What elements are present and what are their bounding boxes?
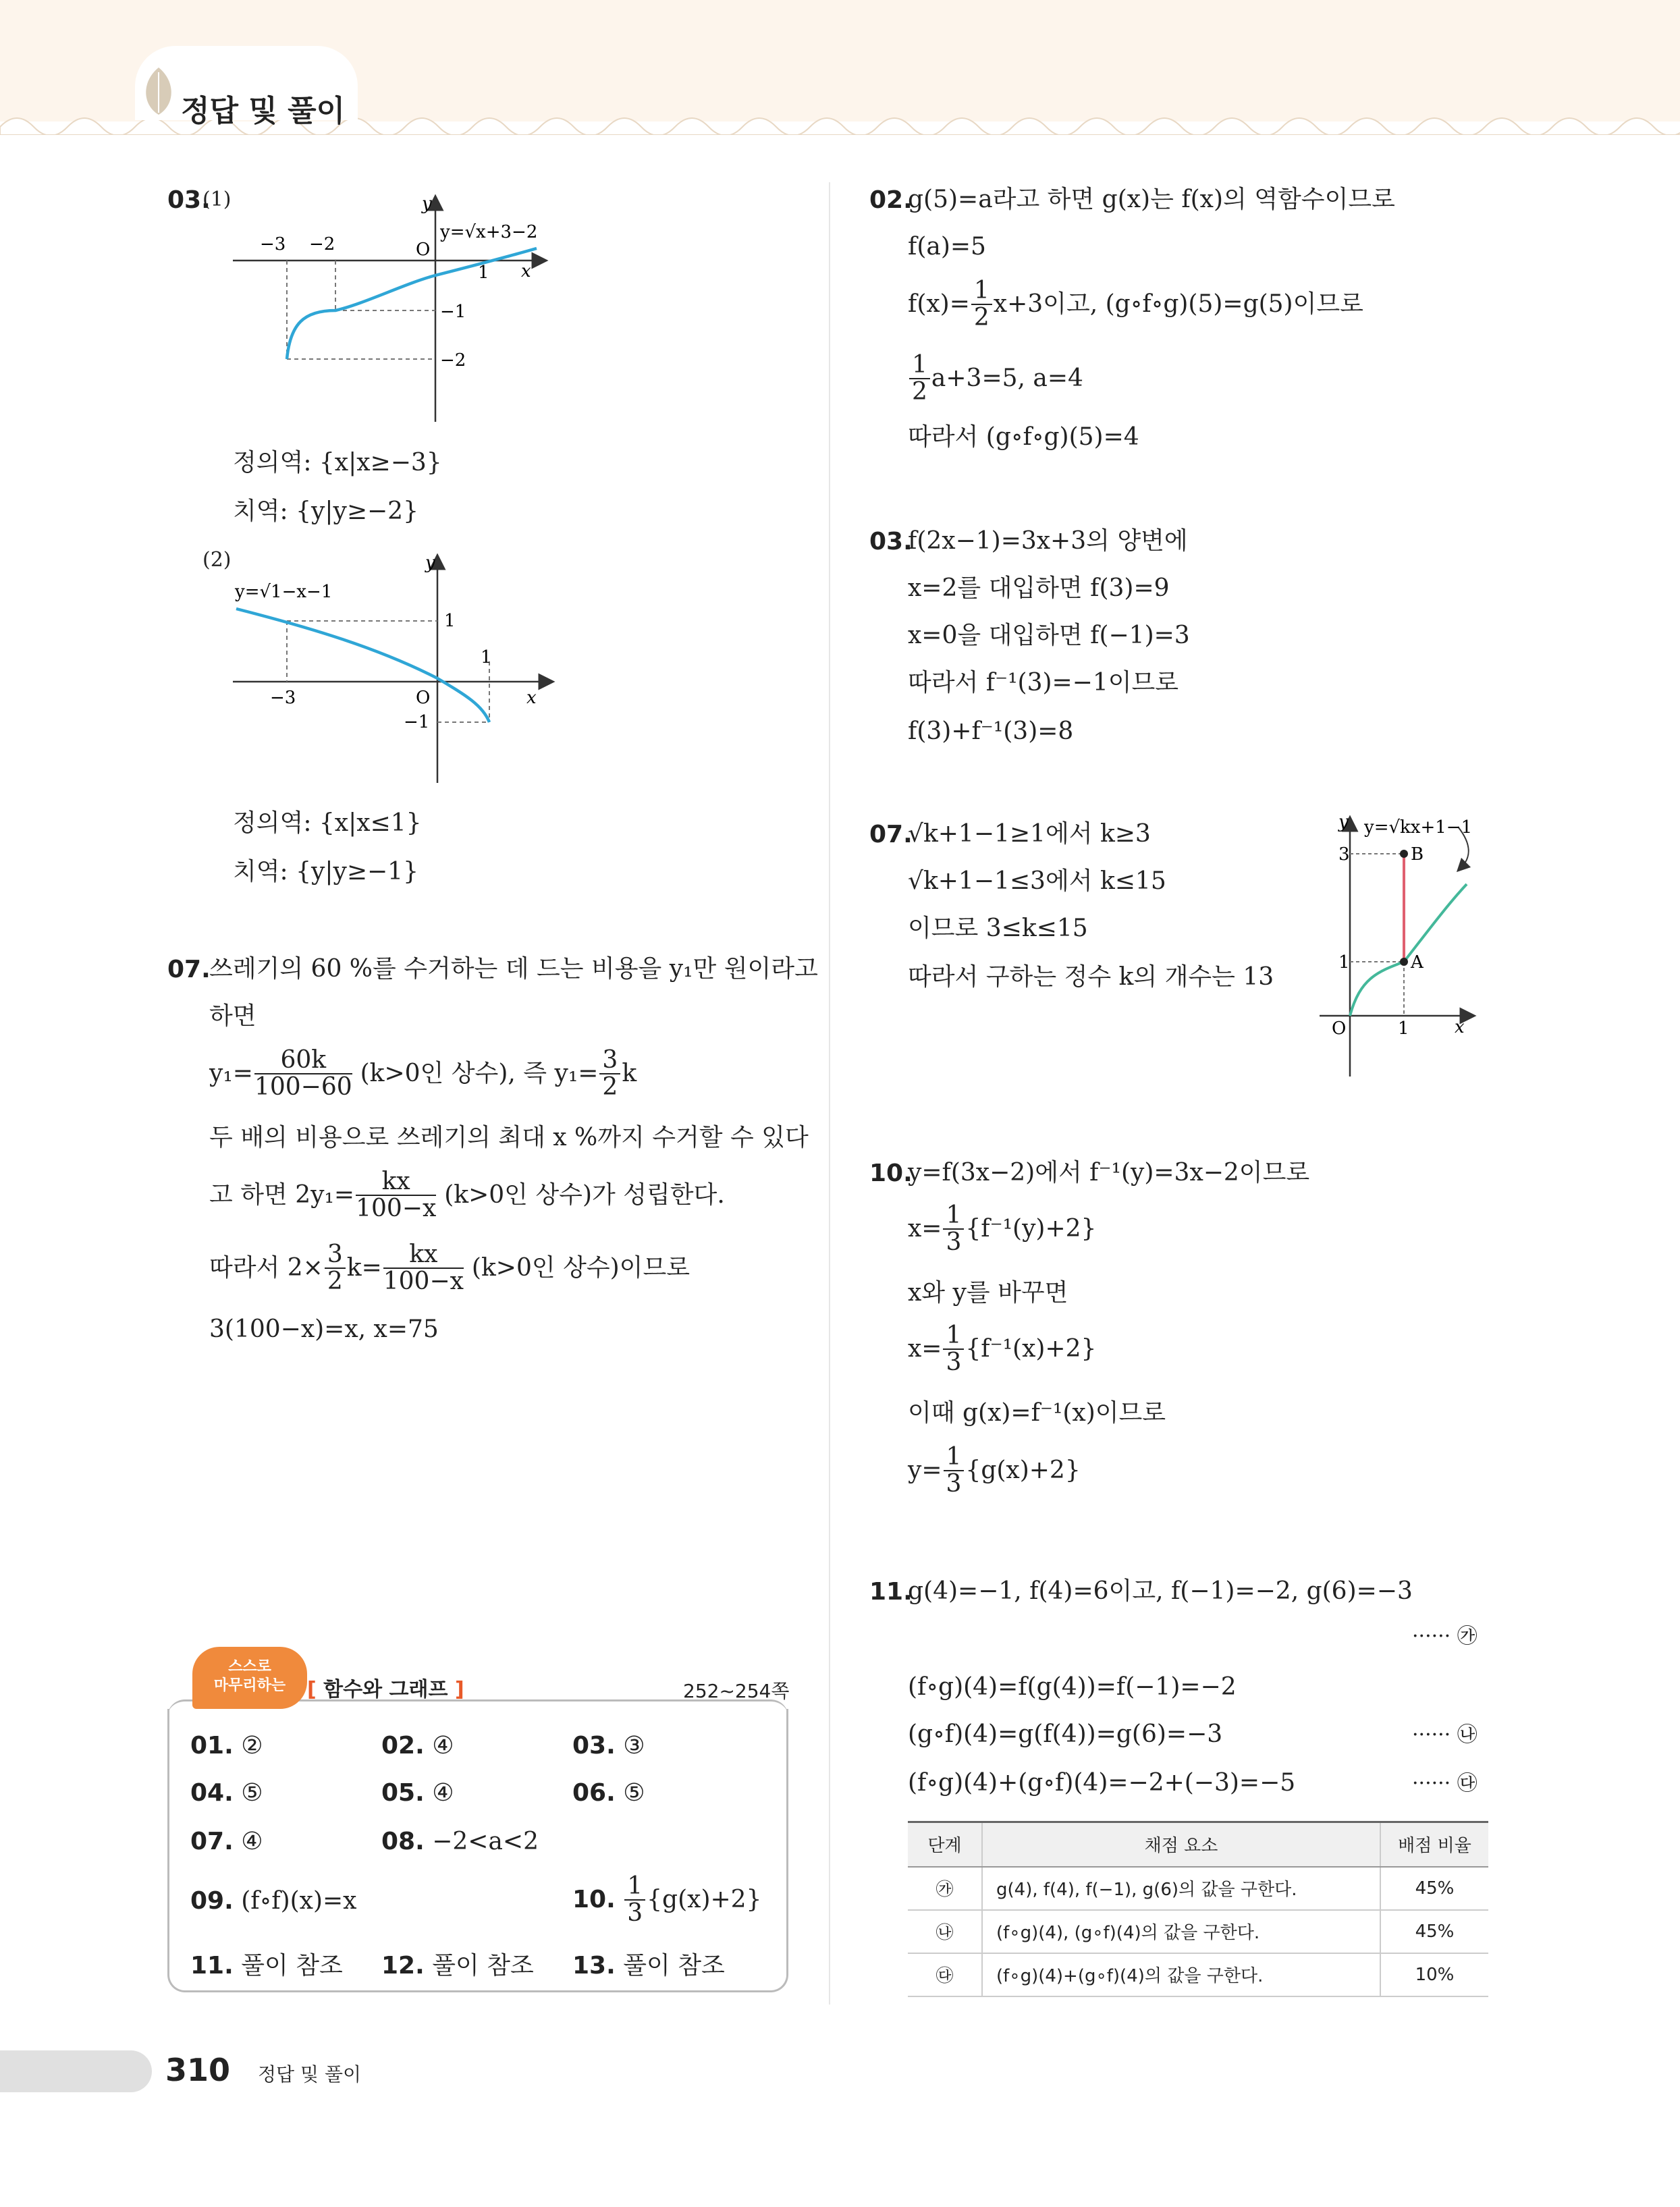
tick-label: −2 bbox=[440, 350, 466, 371]
solution-equation bbox=[209, 1169, 725, 1222]
answer-item bbox=[190, 1887, 356, 1915]
solution-equation bbox=[908, 1444, 1081, 1497]
page-number-bar bbox=[0, 2050, 152, 2092]
fraction bbox=[325, 1242, 346, 1295]
page-section: 정답 및 풀이 bbox=[258, 2063, 362, 2086]
answer-item bbox=[381, 1732, 454, 1760]
answer-item bbox=[381, 1779, 454, 1807]
problem-number: 07. bbox=[869, 821, 913, 848]
eq-text: x= bbox=[908, 1214, 942, 1243]
solution-line: f(a)=5 bbox=[908, 233, 986, 261]
origin-label: O bbox=[416, 240, 431, 260]
numerator: 3 bbox=[325, 1242, 346, 1269]
solution-equation bbox=[908, 352, 1083, 405]
solution-line: 이때 g(x)=f⁻¹(x)이므로 bbox=[908, 1399, 1166, 1427]
tick-label: −3 bbox=[270, 688, 296, 708]
fraction bbox=[383, 1242, 464, 1295]
table-row bbox=[908, 1953, 1488, 1996]
summary-badge bbox=[192, 1647, 307, 1709]
table-cell: 10% bbox=[1380, 1953, 1488, 1996]
answer-number: 06. bbox=[572, 1779, 616, 1807]
answer-value: ④ bbox=[241, 1828, 263, 1855]
answer-number: 10. bbox=[572, 1886, 616, 1914]
tick-label: 3 bbox=[1338, 844, 1350, 865]
answer-number: 03. bbox=[572, 1732, 616, 1760]
table-cell: ㉯ bbox=[908, 1910, 982, 1953]
tick-label: −2 bbox=[309, 234, 335, 254]
solution-equation bbox=[908, 1323, 1096, 1375]
eq-text: (k>0인 상수)가 성립한다. bbox=[444, 1180, 725, 1209]
answer-value: ② bbox=[241, 1732, 263, 1760]
eq-text: {f⁻¹(x)+2} bbox=[965, 1334, 1097, 1363]
numerator: 1 bbox=[624, 1874, 645, 1901]
curve-equation: y=√kx+1−1 bbox=[1364, 817, 1473, 838]
bracket: [ bbox=[307, 1678, 317, 1701]
answer-value: 풀이 참조 bbox=[432, 1952, 534, 1980]
numerator: 1 bbox=[944, 1444, 965, 1471]
tick-label: 1 bbox=[478, 263, 489, 283]
solution-equation bbox=[209, 1047, 636, 1100]
solution-equation bbox=[908, 1203, 1096, 1255]
answer-number: 02. bbox=[381, 1732, 425, 1760]
answer-item bbox=[572, 1732, 645, 1760]
answer-item bbox=[572, 1874, 761, 1926]
answer-value: {g(x)+2} bbox=[647, 1886, 762, 1914]
table-header-row bbox=[908, 1822, 1488, 1867]
denominator: 3 bbox=[946, 1469, 962, 1498]
eq-text: {g(x)+2} bbox=[965, 1456, 1081, 1484]
solution-line: (g∘f)(4)=g(f(4))=g(6)=−3 bbox=[908, 1720, 1223, 1748]
domain-text: 정의역: {x|x≥−3} bbox=[233, 449, 442, 476]
answer-number: 11. bbox=[190, 1952, 234, 1980]
table-header: 배점 비율 bbox=[1380, 1822, 1488, 1867]
answer-value: 풀이 참조 bbox=[623, 1952, 725, 1980]
eq-text: k= bbox=[346, 1253, 382, 1282]
problem-number: 11. bbox=[869, 1578, 913, 1606]
numerator: 1 bbox=[943, 1203, 964, 1230]
eq-text: x+3이고, (g∘f∘g)(5)=g(5)이므로 bbox=[993, 290, 1363, 318]
badge-line: 스스로 bbox=[228, 1658, 271, 1675]
answer-item bbox=[572, 1779, 645, 1807]
answer-value: ⑤ bbox=[623, 1779, 645, 1807]
step-marker: ······ ㉰ bbox=[1412, 1772, 1478, 1795]
answer-value: ③ bbox=[623, 1732, 645, 1760]
table-header: 단계 bbox=[908, 1822, 982, 1867]
table-cell: (f∘g)(4), (g∘f)(4)의 값을 구한다. bbox=[982, 1910, 1380, 1953]
table-cell: g(4), f(4), f(−1), g(6)의 값을 구한다. bbox=[982, 1867, 1380, 1910]
answer-item bbox=[190, 1828, 263, 1855]
curve-equation: y=√1−x−1 bbox=[235, 582, 333, 602]
eq-text: f(x)= bbox=[908, 290, 970, 318]
eq-text: a+3=5, a=4 bbox=[931, 364, 1083, 392]
table-cell: ㉮ bbox=[908, 1867, 982, 1910]
table-cell: 45% bbox=[1380, 1910, 1488, 1953]
summary-pages: 252~254쪽 bbox=[683, 1680, 790, 1702]
problem-number: 10. bbox=[869, 1160, 913, 1187]
numerator: kx bbox=[383, 1242, 464, 1269]
answer-item bbox=[381, 1828, 539, 1855]
step-marker: ······ ㉮ bbox=[1412, 1625, 1478, 1648]
summary-title-text: 함수와 그래프 bbox=[316, 1678, 455, 1701]
numerator: 60k bbox=[254, 1047, 352, 1074]
range-text: 치역: {y|y≥−1} bbox=[233, 858, 418, 885]
denominator: 100−x bbox=[356, 1194, 437, 1222]
answer-value: ④ bbox=[432, 1732, 454, 1760]
tick-label: 1 bbox=[1398, 1018, 1409, 1039]
solution-line: √k+1−1≤3에서 k≤15 bbox=[908, 867, 1166, 895]
denominator: 100−60 bbox=[254, 1072, 352, 1101]
step-marker: ······ ㉯ bbox=[1412, 1723, 1478, 1747]
problem-number: 07. bbox=[167, 956, 211, 983]
eq-text: (k>0인 상수), 즉 y₁= bbox=[360, 1059, 599, 1087]
denominator: 3 bbox=[946, 1228, 962, 1256]
answer-value: ④ bbox=[432, 1779, 454, 1807]
problem-number: 03. bbox=[167, 186, 211, 214]
solution-line: g(4)=−1, f(4)=6이고, f(−1)=−2, g(6)=−3 bbox=[908, 1577, 1413, 1605]
graph-sqrt-x-plus-3 bbox=[229, 189, 567, 425]
answer-number: 08. bbox=[381, 1828, 425, 1855]
answer-number: 13. bbox=[572, 1952, 616, 1980]
answer-value: 풀이 참조 bbox=[241, 1952, 343, 1980]
solution-line: 따라서 구하는 정수 k의 개수는 13 bbox=[908, 963, 1274, 991]
origin-label: O bbox=[1332, 1018, 1347, 1039]
x-axis-label: x bbox=[526, 688, 537, 708]
solution-line: x=2를 대입하면 f(3)=9 bbox=[908, 574, 1170, 602]
fraction bbox=[254, 1047, 352, 1100]
summary-title bbox=[307, 1672, 464, 1702]
answer-item bbox=[381, 1946, 534, 1981]
eq-text: {f⁻¹(y)+2} bbox=[965, 1214, 1097, 1243]
page-number: 310 bbox=[165, 2052, 231, 2088]
table-row bbox=[908, 1910, 1488, 1953]
sub-label: (1) bbox=[202, 188, 232, 211]
problem-number: 02. bbox=[869, 186, 913, 214]
answer-value: ⑤ bbox=[241, 1779, 263, 1807]
fraction bbox=[599, 1047, 620, 1100]
point-label-b: B bbox=[1411, 844, 1424, 865]
numerator: 3 bbox=[599, 1047, 620, 1074]
solution-line: y=f(3x−2)에서 f⁻¹(y)=3x−2이므로 bbox=[908, 1159, 1310, 1187]
denominator: 3 bbox=[627, 1899, 643, 1927]
table-cell: (f∘g)(4)+(g∘f)(4)의 값을 구한다. bbox=[982, 1953, 1380, 1996]
solution-line: (f∘g)(4)=f(g(4))=f(−1)=−2 bbox=[908, 1673, 1237, 1701]
problem-number: 03. bbox=[869, 528, 913, 555]
domain-text: 정의역: {x|x≤1} bbox=[233, 809, 422, 837]
answer-number: 05. bbox=[381, 1779, 425, 1807]
eq-text: 따라서 2× bbox=[209, 1253, 323, 1282]
solution-line: f(2x−1)=3x+3의 양변에 bbox=[908, 527, 1188, 555]
x-axis-label: x bbox=[1455, 1017, 1465, 1037]
scoring-table bbox=[908, 1821, 1488, 1997]
answer-item bbox=[190, 1732, 263, 1760]
graph-sqrt-kx-plus-1 bbox=[1313, 810, 1495, 1080]
answer-number: 07. bbox=[190, 1828, 234, 1855]
curve-equation: y=√x+3−2 bbox=[440, 222, 538, 242]
denominator: 100−x bbox=[383, 1267, 464, 1295]
answer-item bbox=[190, 1946, 343, 1981]
denominator: 2 bbox=[602, 1072, 618, 1101]
answer-value: (f∘f)(x)=x bbox=[241, 1887, 357, 1915]
point-label-a: A bbox=[1411, 952, 1424, 973]
answer-number: 09. bbox=[190, 1887, 234, 1915]
solution-equation bbox=[209, 1242, 690, 1295]
solution-line: 쓰레기의 60 %를 수거하는 데 드는 비용을 y₁만 원이라고 bbox=[209, 955, 818, 983]
solution-equation bbox=[908, 278, 1363, 331]
answer-item bbox=[190, 1779, 263, 1807]
tick-label: −1 bbox=[440, 302, 466, 322]
numerator: kx bbox=[356, 1169, 436, 1196]
answer-number: 04. bbox=[190, 1779, 234, 1807]
tick-label: −3 bbox=[260, 234, 286, 254]
table-cell: ㉰ bbox=[908, 1953, 982, 1996]
fraction bbox=[943, 1323, 964, 1375]
leaf-icon bbox=[138, 64, 179, 118]
eq-text: x= bbox=[908, 1334, 942, 1363]
column-divider bbox=[829, 182, 830, 2005]
fraction bbox=[944, 1444, 965, 1497]
solution-line: √k+1−1≥1에서 k≥3 bbox=[908, 820, 1151, 848]
answer-number: 01. bbox=[190, 1732, 234, 1760]
solution-line: 두 배의 비용으로 쓰레기의 최대 x %까지 수거할 수 있다 bbox=[209, 1124, 809, 1151]
page-header-title: 정답 및 풀이 bbox=[181, 94, 346, 128]
solution-line: 따라서 f⁻¹(3)=−1이므로 bbox=[908, 669, 1179, 697]
numerator: 1 bbox=[971, 278, 992, 305]
fraction bbox=[943, 1203, 964, 1255]
solution-line: x=0을 대입하면 f(−1)=3 bbox=[908, 622, 1190, 649]
solution-line: 3(100−x)=x, x=75 bbox=[209, 1315, 439, 1343]
eq-text: y₁= bbox=[209, 1059, 253, 1087]
badge-line: 마무리하는 bbox=[213, 1677, 286, 1694]
y-axis-label: y bbox=[425, 553, 435, 573]
range-text: 치역: {y|y≥−2} bbox=[233, 497, 418, 525]
table-cell: 45% bbox=[1380, 1867, 1488, 1910]
y-axis-label: y bbox=[422, 194, 432, 214]
solution-line: 하면 bbox=[209, 1002, 256, 1030]
tick-label: −1 bbox=[404, 712, 430, 732]
solution-line: 이므로 3≤k≤15 bbox=[908, 915, 1088, 942]
tick-label: 1 bbox=[444, 611, 456, 631]
answer-value: −2<a<2 bbox=[432, 1828, 539, 1855]
denominator: 2 bbox=[973, 303, 990, 331]
solution-line: 따라서 (g∘f∘g)(5)=4 bbox=[908, 423, 1139, 451]
tick-label: 1 bbox=[1338, 952, 1350, 973]
tick-label: 1 bbox=[481, 647, 492, 667]
table-header: 채점 요소 bbox=[982, 1822, 1380, 1867]
solution-line: (f∘g)(4)+(g∘f)(4)=−2+(−3)=−5 bbox=[908, 1769, 1296, 1797]
solution-line: g(5)=a라고 하면 g(x)는 f(x)의 역함수이므로 bbox=[908, 186, 1395, 213]
fraction bbox=[356, 1169, 436, 1222]
eq-text: (k>0인 상수)이므로 bbox=[471, 1253, 690, 1282]
solution-line: x와 y를 바꾸면 bbox=[908, 1279, 1068, 1307]
denominator: 3 bbox=[946, 1348, 962, 1376]
eq-text: 고 하면 2y₁= bbox=[209, 1180, 355, 1209]
solution-line: f(3)+f⁻¹(3)=8 bbox=[908, 717, 1074, 745]
eq-text: k bbox=[622, 1059, 637, 1087]
numerator: 1 bbox=[909, 352, 930, 379]
bracket: ] bbox=[454, 1678, 464, 1701]
denominator: 2 bbox=[912, 377, 927, 406]
x-axis-label: x bbox=[521, 261, 531, 281]
y-axis-label: y bbox=[1338, 812, 1349, 832]
answer-number: 12. bbox=[381, 1952, 425, 1980]
origin-label: O bbox=[416, 688, 431, 708]
fraction bbox=[909, 352, 930, 405]
answer-item bbox=[572, 1946, 725, 1981]
graph-sqrt-1-minus-x bbox=[229, 553, 567, 790]
table-row bbox=[908, 1867, 1488, 1910]
denominator: 2 bbox=[327, 1267, 343, 1295]
sub-label: (2) bbox=[202, 548, 232, 572]
fraction bbox=[971, 278, 992, 331]
numerator: 1 bbox=[943, 1323, 964, 1350]
fraction bbox=[624, 1874, 645, 1926]
eq-text: y= bbox=[908, 1456, 942, 1484]
